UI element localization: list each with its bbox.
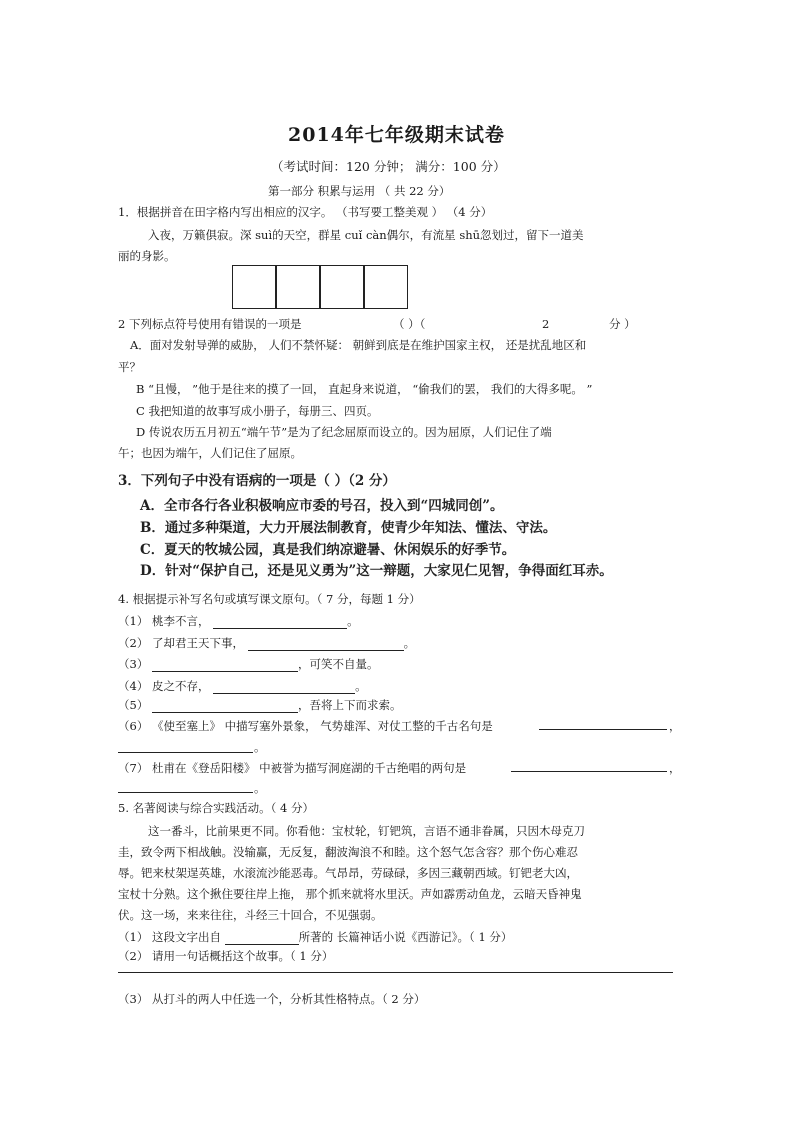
q2-option-d-line2: 午；也因为端午，人们记住了屈原。 bbox=[118, 446, 302, 460]
q4-item-6-blank-b[interactable] bbox=[118, 752, 253, 753]
part-one-heading: 第一部分 积累与运用 （ 共 22 分） bbox=[268, 184, 451, 198]
q5-sub-3-text: 从打斗的两人中任选一个，分析其性格特点。（ 2 分） bbox=[151, 992, 426, 1006]
q5-sub-1-blank[interactable] bbox=[225, 936, 299, 945]
q4-item-7-text: 杜甫在《登岳阳楼》 中被誉为描写洞庭湖的千古绝唱的两句是 bbox=[151, 761, 467, 775]
q5-passage-line2: 圭，致令两下相战触。没输赢，无反复，翻波淘浪不和睦。这个怒气怎含容？那个伤心难忍 bbox=[118, 845, 578, 859]
q4-item-2-suffix: 。 bbox=[403, 636, 416, 650]
q5-sub-3-num: （3） bbox=[118, 992, 149, 1006]
q5-stem: 5. 名著阅读与综合实践活动。（ 4 分） bbox=[118, 801, 315, 815]
q4-item-5-num: （5） bbox=[118, 698, 149, 712]
q5-passage-line4: 宝杖十分熟。这个揪住要往岸上拖， 那个抓来就将水里沃。声如霹雳动鱼龙，云暗天昏神鬼 bbox=[118, 887, 582, 901]
q4-item-6-text: 《使至塞上》 中描写塞外景象， 气势雄浑、对仗工整的千古名句是 bbox=[151, 719, 493, 733]
q5-sub-2-answer-line[interactable] bbox=[118, 972, 673, 973]
q5-passage-line5: 伏。这一场，来来往往，斗经三十回合，不见强弱。 bbox=[118, 908, 383, 922]
q2-option-c: C 我把知道的故事写成小册子，每册三、四页。 bbox=[136, 404, 379, 418]
q5-sub-1-num: （1） bbox=[118, 930, 149, 944]
q4-item-7-num: （7） bbox=[118, 761, 149, 775]
q5-sub-1-suffix: 所著的 长篇神话小说《西游记》。（ 1 分） bbox=[298, 930, 513, 944]
q4-item-3 bbox=[118, 656, 378, 672]
q4-item-3-num: （3） bbox=[118, 657, 149, 671]
q3-option-c: C．夏天的牧城公园，真是我们纳凉避暑、休闲娱乐的好季节。 bbox=[140, 542, 516, 558]
q3-option-b: B．通过多种渠道，大力开展法制教育，使青少年知法、懂法、守法。 bbox=[140, 520, 557, 536]
q2-option-a-line1: A．面对发射导弹的威胁， 人们不禁怀疑： 朝鲜到底是在维护国家主权， 还是扰乱地区和 bbox=[130, 338, 587, 352]
q4-item-3-suffix: ，可笑不自量。 bbox=[297, 657, 379, 671]
q4-item-4-prefix: 皮之不存， bbox=[151, 679, 210, 693]
q4-item-4-suffix: 。 bbox=[355, 679, 367, 693]
q4-item-7-blank-a[interactable] bbox=[511, 771, 667, 772]
q4-item-4 bbox=[118, 678, 367, 694]
q2-option-a-line2: 平？ bbox=[118, 360, 141, 374]
q2-score-unit: 分 ） bbox=[609, 317, 636, 331]
q2-answer-paren: （ ）（ bbox=[393, 317, 426, 331]
q1-passage-line2: 丽的身影。 bbox=[118, 249, 176, 263]
q4-item-3-blank[interactable] bbox=[152, 659, 298, 672]
q4-item-1-blank[interactable] bbox=[213, 616, 347, 629]
q4-item-6-comma: ， bbox=[669, 719, 681, 733]
q4-item-5-suffix: ，吾将上下而求索。 bbox=[297, 698, 402, 712]
tianzige-box-3[interactable] bbox=[320, 265, 364, 309]
tianzige-box-2[interactable] bbox=[276, 265, 320, 309]
q2-stem: 2 下列标点符号使用有错误的一项是 bbox=[118, 317, 302, 331]
q4-item-2 bbox=[118, 635, 415, 651]
q2-option-d-line1: D 传说农历五月初五“端午节”是为了纪念屈原而设立的。因为屈原，人们记住了端 bbox=[136, 425, 552, 439]
q1-passage-line1: 入夜，万籁俱寂。深 suì的天空，群星 cuǐ càn偶尔，有流星 shū忽划过，留下一道美 bbox=[148, 228, 584, 242]
q4-item-1-suffix: 。 bbox=[347, 614, 359, 628]
q4-item-7-comma: ， bbox=[669, 761, 681, 775]
tianzige-box-1[interactable] bbox=[232, 265, 276, 309]
q4-item-6-end: 。 bbox=[254, 740, 266, 754]
q4-item-1-prefix: 桃李不言， bbox=[151, 614, 210, 628]
q5-sub-2-num: （2） bbox=[118, 949, 149, 963]
q4-item-7-end: 。 bbox=[254, 781, 266, 795]
q4-stem: 4. 根据提示补写名句或填写课文原句。（ 7 分，每题 1 分） bbox=[118, 592, 421, 606]
exam-title: 2014年七年级期末试卷 bbox=[288, 124, 505, 146]
q3-option-a: A．全市各行各业积极响应市委的号召，投入到“四城同创”。 bbox=[140, 498, 504, 514]
q4-item-6 bbox=[118, 718, 493, 734]
q2-score: 2 bbox=[542, 317, 550, 331]
q4-item-4-num: （4） bbox=[118, 679, 149, 693]
q4-item-6-num: （6） bbox=[118, 719, 149, 733]
q5-sub-3 bbox=[118, 991, 425, 1007]
q1-stem: 1．根据拼音在田字格内写出相应的汉字。 （书写要工整美观 ） （4 分） bbox=[118, 205, 493, 219]
q4-item-2-prefix: 了却君王天下事， bbox=[151, 636, 244, 650]
q5-sub-1-prefix: 这段文字出自 bbox=[151, 930, 221, 944]
q4-item-7-blank-b[interactable] bbox=[118, 792, 253, 793]
q4-item-1-num: （1） bbox=[118, 614, 149, 628]
q3-option-d: D．针对“保护自己，还是见义勇为”这一辩题，大家见仁见智，争得面红耳赤。 bbox=[140, 563, 613, 579]
q2-option-b: B “且慢， ”他于是往来的摸了一回， 直起身来说道， “偷我们的罢， 我们的大得多呢。 ” bbox=[136, 382, 593, 396]
q4-item-7 bbox=[118, 760, 466, 776]
exam-info: （考试时间：120 分钟； 满分：100 分） bbox=[271, 159, 506, 174]
q4-item-4-blank[interactable] bbox=[213, 681, 355, 694]
q4-item-5 bbox=[118, 697, 401, 713]
q4-item-2-num: （2） bbox=[118, 636, 149, 650]
q4-item-1 bbox=[118, 613, 359, 629]
q5-passage-line1: 这一番斗，比前果更不同。你看他：宝杖轮，钉钯筑，言语不通非眷属，只因木母克刀 bbox=[148, 824, 585, 838]
q5-sub-2-text: 请用一句话概括这个故事。（ 1 分） bbox=[151, 949, 334, 963]
q4-item-5-blank[interactable] bbox=[152, 700, 298, 713]
q4-item-2-blank[interactable] bbox=[248, 638, 404, 651]
q5-passage-line3: 辱。钯来杖架逞英雄，水滚流沙能恶毒。气昂昂，劳碌碌，多因三藏朝西域。钉钯老大凶， bbox=[118, 866, 578, 880]
q4-item-6-blank-a[interactable] bbox=[539, 729, 667, 730]
q5-sub-2 bbox=[118, 948, 333, 964]
tianzige-box-4[interactable] bbox=[364, 265, 408, 309]
q3-stem: 3．下列句子中没有语病的一项是（ ）（2 分） bbox=[118, 473, 396, 489]
q5-sub-1 bbox=[118, 929, 512, 945]
